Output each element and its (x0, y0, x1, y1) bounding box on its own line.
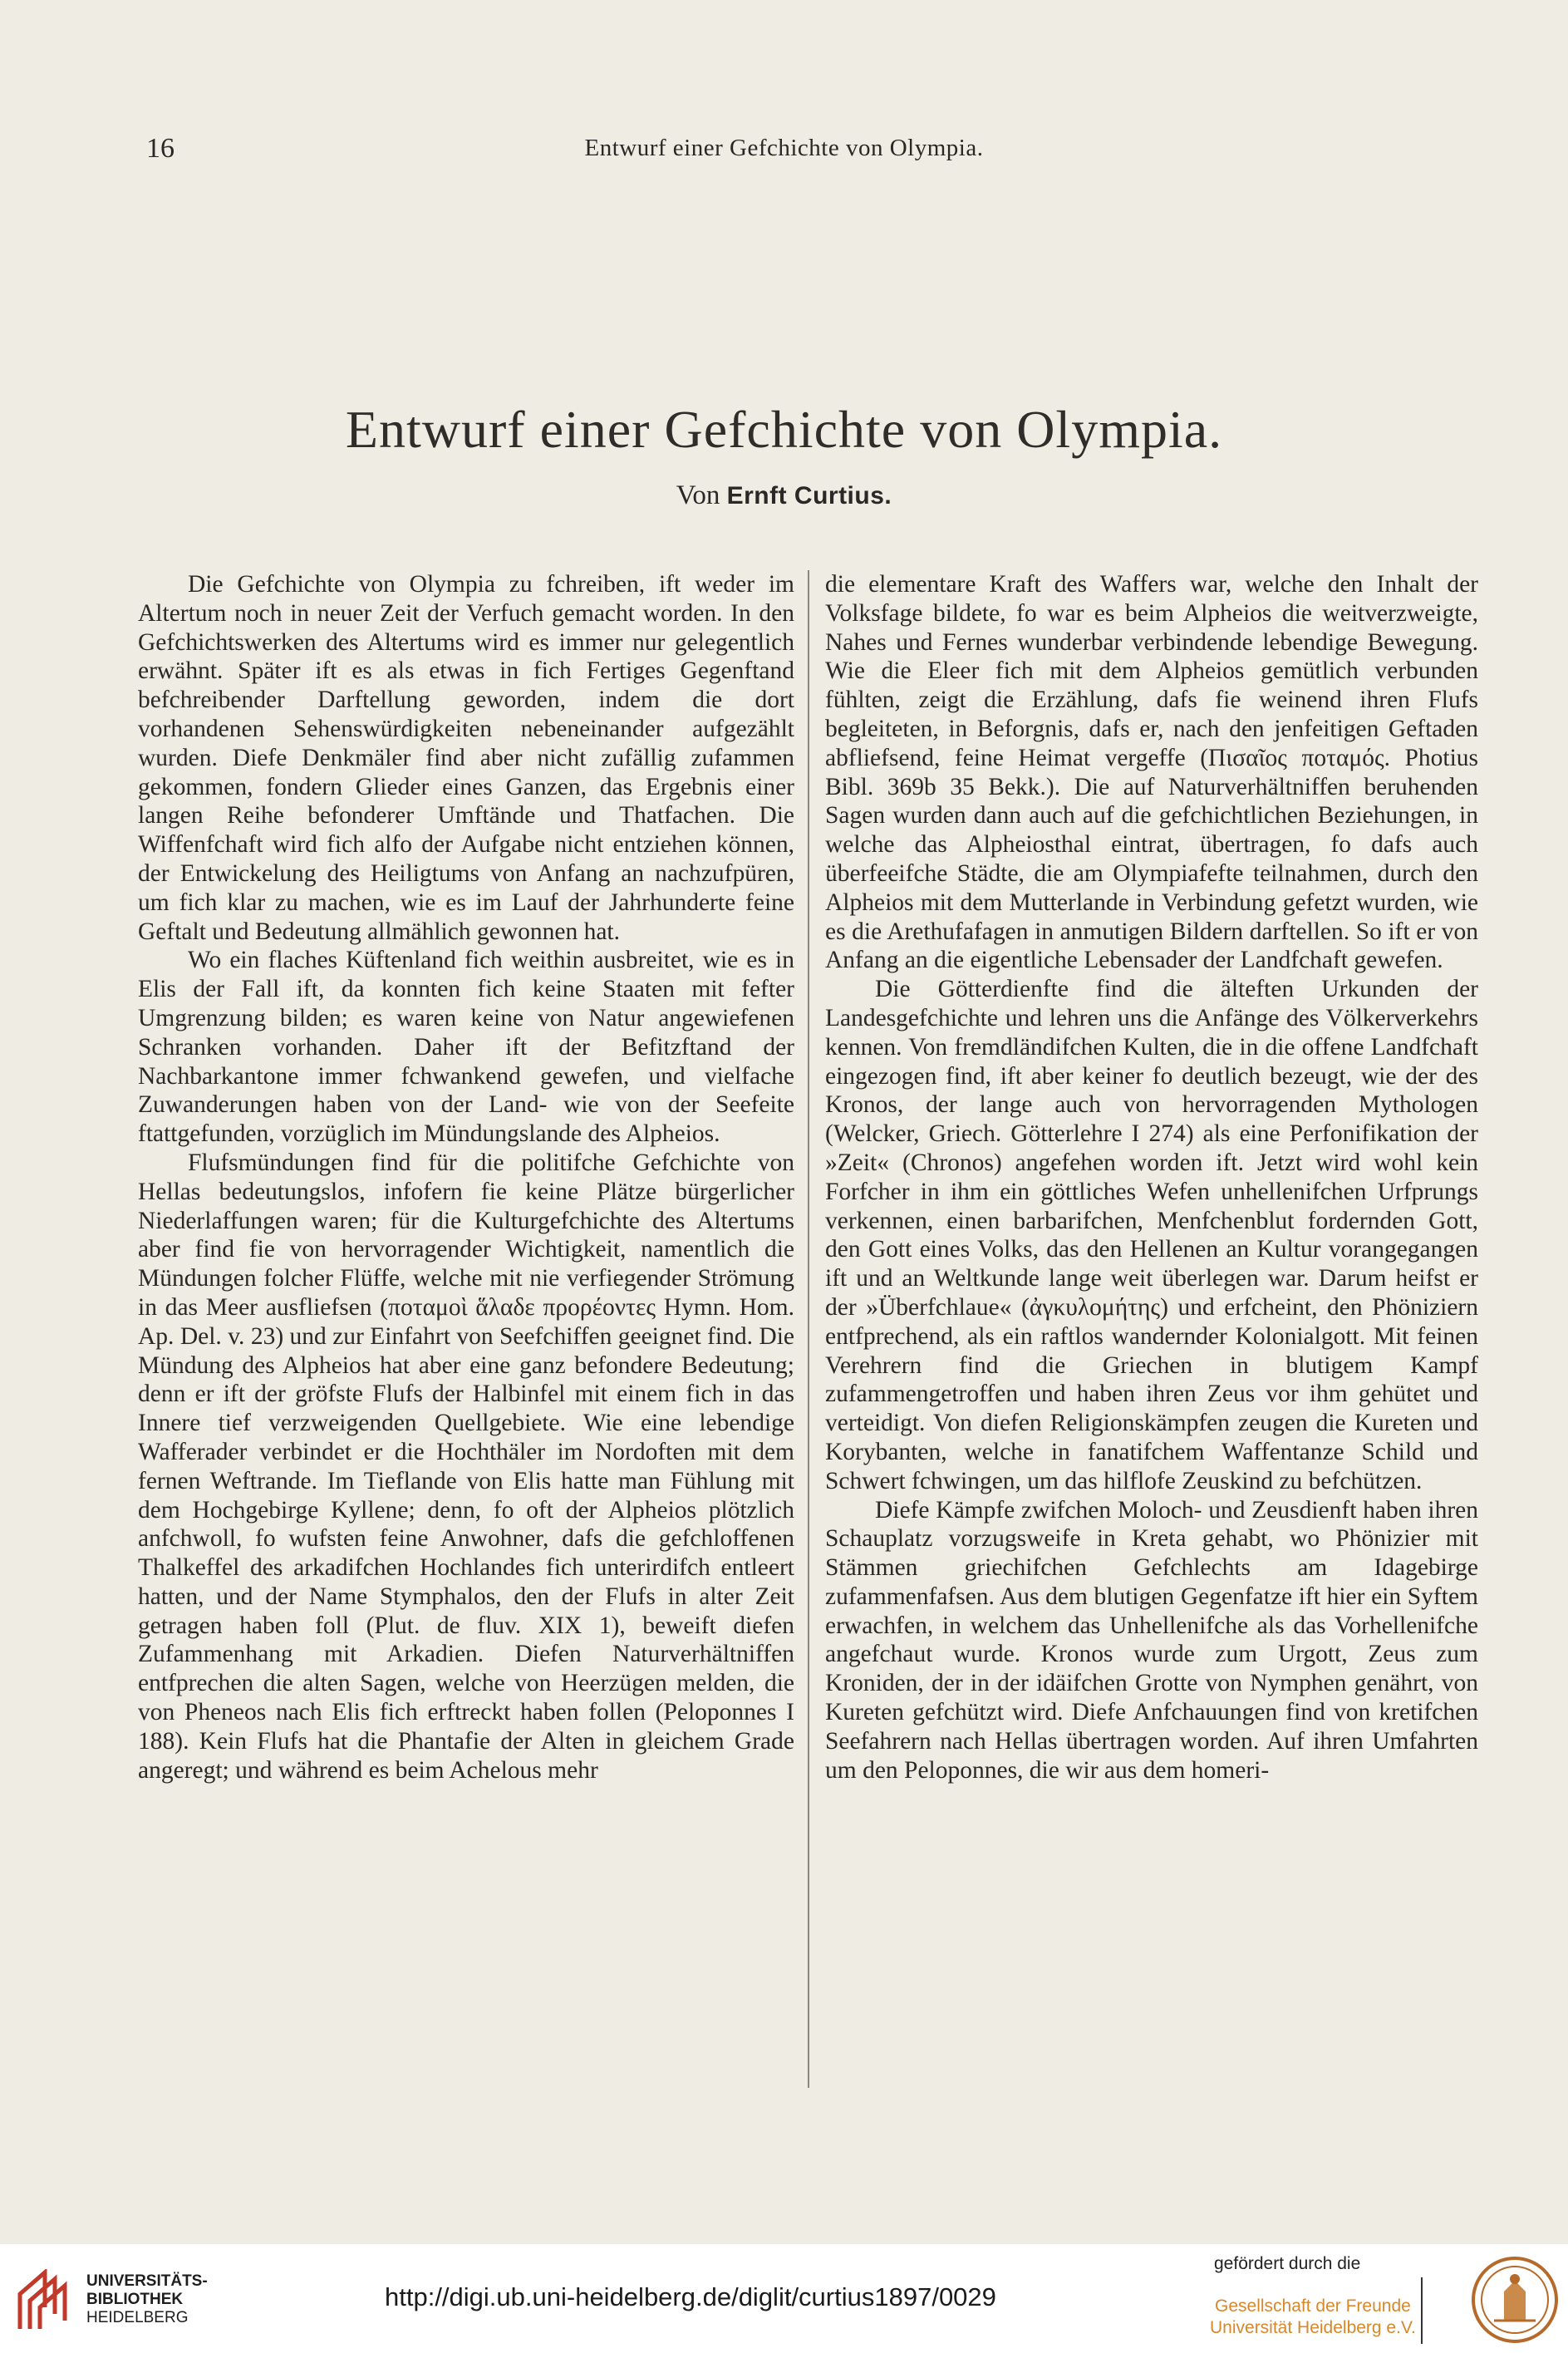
sponsor-name-line: Universität Heidelberg e.V. (1210, 2318, 1416, 2337)
byline (0, 480, 1568, 511)
library-name-line: HEIDELBERG (86, 2309, 189, 2326)
permalink-url[interactable]: http://digi.ub.uni-heidelberg.de/diglit/curtius1897/0029 (385, 2282, 996, 2311)
sponsor-name-line: Gesellschaft der Freunde (1215, 2296, 1411, 2316)
paragraph: Diefe Kämpfe zwifchen Moloch- und Zeusdienft haben ihren Schauplatz vorzugsweife in Kreta gehabt, wo Phönizier mit Stämmen griechifchen Gefchlechts am Idagebirge zufammenfafsen. Aus dem blutigen Gegenfatze ift hier ein Syftem erwachfen, in welchem das Unhellenifche als das Vorhellenifche angefchaut wurde. Kronos wurde zum Urgott, Zeus zum Kroniden, der in der idäifchen Grotte von Nymphen genährt, von Kureten gefchützt wird. Diefe Anfchauungen find von kretifchen Seefahrern nach Hellas übertragen worden. Auf ihren Umfahrten um den Peloponnes, die wir aus dem homeri- (825, 1496, 1478, 1784)
paragraph: Die Gefchichte von Olympia zu fchreiben, ift weder im Altertum noch in neuer Zeit der Verfuch gemacht worden. In den Gefchichtswerken des Altertums wird es immer nur gelegentlich erwähnt. Später ift es als etwas in fich Fertiges Gegenftand befchreibender Darftellung geworden, indem die dort vorhandenen Sehenswürdigkeiten nebeneinander aufgezählt wurden. Diefe Denkmäler find aber nicht zufällig zufammen gekommen, fondern Glieder eines Ganzen, das Ergebnis einer langen Reihe befonderer Umftände und Thatfachen. Die Wiffenfchaft wird fich alfo der Aufgabe nicht entziehen können, der Entwickelung des Heiligtums von Anfang an nachzufpüren, um fich klar zu machen, wie es im Lauf der Jahrhunderte feine Geftalt und Bedeutung allmählich gewonnen hat. (138, 571, 794, 945)
page-number: 16 (146, 133, 174, 164)
left-column (138, 570, 794, 1784)
footer-divider (1421, 2277, 1423, 2344)
byline-prefix: Von (676, 480, 720, 510)
library-name (86, 2272, 208, 2327)
sponsor-label: gefördert durch die (1214, 2254, 1361, 2273)
paragraph: die elementare Kraft des Waffers war, welche den Inhalt der Volksfage bildete, fo war es beim Alpheios die weitverzweigte, Nahes und Fernes wunderbar verbindende lebendige Bewegung. Wie die Eleer fich mit dem Alpheios gemütlich verbunden fühlten, zeigt die Erzählung, dafs fie weinend ihren Flufs begleiteten, in Beforgnis, dafs er, nach den jenfeitigen Geftaden abfliefsend, feine Heimat vergeffe (Πισαῖος ποταμός. Photius Bibl. 369b 35 Bekk.). Die auf Naturverhältniffen beruhenden Sagen wurden dann auch auf die gefchichtlichen Beziehungen, in welche das Alpheiosthal eintrat, übertragen, fo dafs auch überfeeifche Städte, die am Olympiafefte teilnahmen, durch den Alpheios mit dem Mutterlande in Verbindung gefetzt wurden, wie es die Arethufafagen in anmutigen Bildern darftellen. So ift er von Anfang an die eigentliche Lebensader der Landfchaft gewefen. (825, 571, 1478, 974)
article-title: Entwurf einer Gefchichte von Olympia. (345, 400, 1223, 459)
paragraph: Die Götterdienfte find die älteften Urkunden der Landesgefchichte und lehren uns die Anfänge des Völkerverkehrs kennen. Von fremdländifchen Kulten, die in die offene Landfchaft eingezogen find, ift aber keiner fo deutlich bezeugt, wie der des Kronos, der lange auch von hervorragenden Mythologen (Welcker, Griech. Götterlehre I 274) als eine Perfonifikation der »Zeit« (Chronos) angefehen worden ift. Jetzt wird wohl kein Forfcher in ihm ein göttliches Wefen unhellenifchen Urfprungs verkennen, einen barbarifchen, Menfchenblut fordernden Gott, den Gott eines Volks, das den Hellenen an Kultur vorangegangen ift und an Weltkunde lange weit überlegen war. Darum heifst er der »Überfchlaue« (ἀγκυλομήτης) und erfcheint, den Phöniziern entfprechend, als ein raftlos wandernder Kolonialgott. Mit feinen Verehrern find die Griechen in blutigem Kampf zufammengetroffen und haben ihren Zeus vor ihm gehütet und verteidigt. Von diefen Religionskämpfen zeugen die Kureten und Korybanten, welche in fanatifchem Waffentanze Schild und Schwert fchwingen, um das hilflofe Zeuskind zu befchützen. (825, 976, 1478, 1494)
running-title: Entwurf einer Gefchichte von Olympia. (584, 135, 984, 161)
library-name-line: BIBLIOTHEK (86, 2291, 184, 2308)
running-head (0, 133, 1568, 166)
column-divider (808, 570, 809, 2088)
library-name-line: UNIVERSITÄTS- (86, 2272, 208, 2290)
university-seal-icon (1469, 2254, 1561, 2346)
paragraph: Wo ein flaches Küftenland fich weithin ausbreitet, wie es in Elis der Fall ift, da konnten fich keine Staaten mit fefter Umgrenzung bilden; es waren keine von Natur angewiefenen Schranken vorhanden. Daher ift der Befitzftand der Nachbarkantone immer fchwankend gewefen, und vielfache Zuwanderungen haben von der Land- wie von der Seefeite ftattgefunden, vorzüglich im Mündungslande des Alpheios. (138, 947, 794, 1148)
footer-bar (0, 2244, 1568, 2353)
university-library-logo-icon (17, 2269, 80, 2332)
paragraph: Flufsmündungen find für die politifche Gefchichte von Hellas bedeutungslos, infofern fie keine Plätze bürgerlicher Niederlaffungen waren; für die Kulturgefchichte des Altertums aber find fie von hervorragender Wichtigkeit, namentlich die Mündungen folcher Flüffe, welche mit nie verfiegender Strömung in das Meer ausfliefsen (ποταμοὶ ἅλαδε προρέοντες Hymn. Hom. Ap. Del. v. 23) und zur Einfahrt von Seefchiffen geeignet find. Die Mündung des Alpheios hat aber eine ganz befondere Bedeutung; denn er ift der gröfste Flufs der Halbinfel mit einem fich in das Innere tief verzweigenden Quellgebiete. Wie eine lebendige Wafferader verbindet er die Hochthäler im Nordoften mit dem fernen Weftrande. Im Tieflande von Elis hatte man Fühlung mit dem Hochgebirge Kyllene; denn, fo oft der Alpheios plötzlich anfchwoll, fo wufsten feine Anwohner, dafs die gefchloffenen Thalkeffel des arkadifchen Hochlandes fich unterirdifch entleert hatten, und der Name Stymphalos, den der Flufs in alter Zeit getragen haben foll (Plut. de fluv. XIX 1), beweift diefen Zufammenhang mit Arkadien. Diefen Naturverhältniffen entfprechen die alten Sagen, welche von Heerzügen melden, die von Pheneos nach Elis fich erftreckt haben follen (Peloponnes I 188). Kein Flufs hat die Phantafie der Alten in gleichem Grade angeregt; und während es beim Achelous mehr (138, 1149, 794, 1784)
author-name: Ernft Curtius. (726, 482, 892, 509)
right-column (825, 570, 1478, 1784)
sponsor-name (1210, 2296, 1416, 2339)
